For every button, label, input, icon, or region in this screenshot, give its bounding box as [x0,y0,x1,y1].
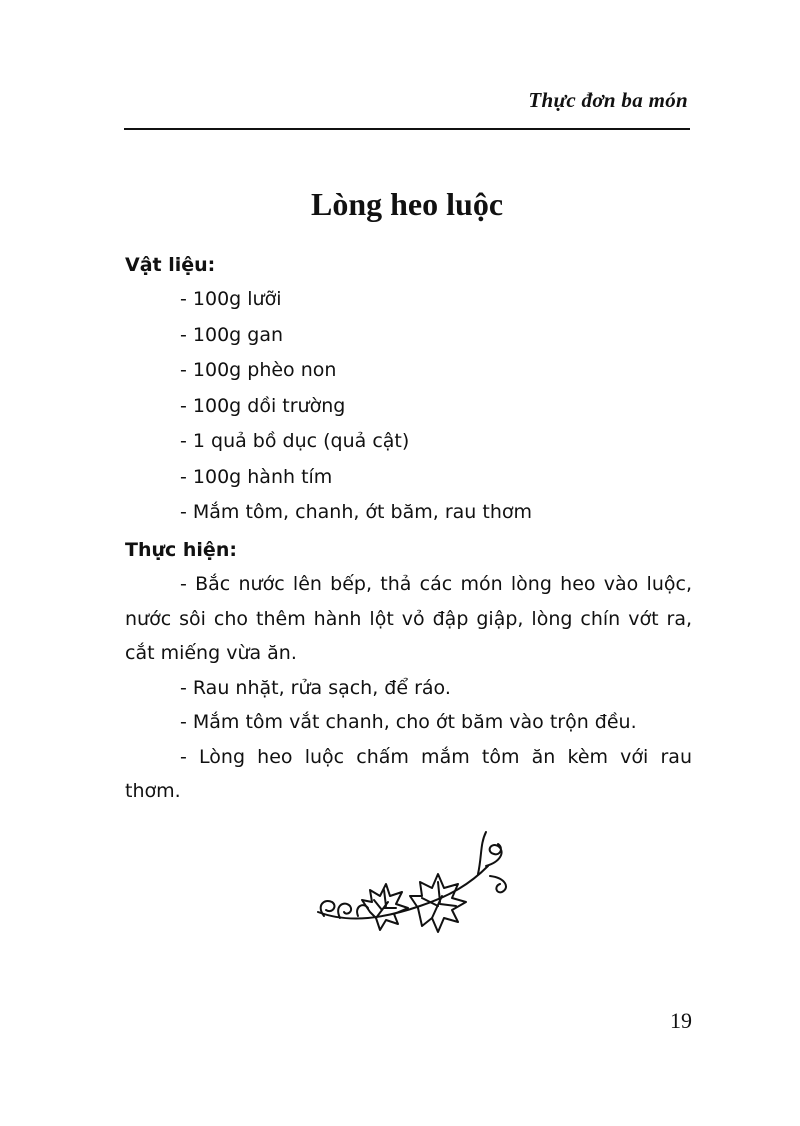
ingredient-item: - 100g dồi trường [180,394,346,417]
ingredient-item: - 1 quả bồ dục (quả cật) [180,430,410,452]
step-paragraph: - Mắm tôm vắt chanh, cho ớt băm vào trộn đều. [180,711,637,733]
header-rule [124,128,690,130]
ingredient-item: - 100g gan [180,323,284,346]
ingredient-item: - 100g lưỡi [180,288,282,310]
recipe-title: Lòng heo luộc [310,186,504,222]
ingredient-item: - 100g hành tím [180,465,333,488]
steps-list [125,567,692,809]
step-paragraph: - Bắc nước lên bếp, thả các món lòng heo vào luộc, nước sôi cho thêm hành lột vỏ đập giập, lòng chín vớt ra, cắt miếng vừa ăn. [125,573,692,664]
step-paragraph: - Lòng heo luộc chấm mắm tôm ăn kèm với rau thơm. [125,745,692,802]
step-paragraph: - Rau nhặt, rửa sạch, để ráo. [180,676,451,699]
running-header: Thực đơn ba món [528,88,688,112]
ingredient-item: - 100g phèo non [180,359,337,381]
ingredients-list [180,285,532,534]
ingredients-heading: Vật liệu: [125,254,216,276]
grape-vine-leaf-ornament-icon [310,826,520,946]
ingredient-item: - Mắm tôm, chanh, ớt băm, rau thơm [180,501,533,523]
steps-heading: Thực hiện: [125,539,237,561]
page-number: 19 [670,1008,692,1033]
